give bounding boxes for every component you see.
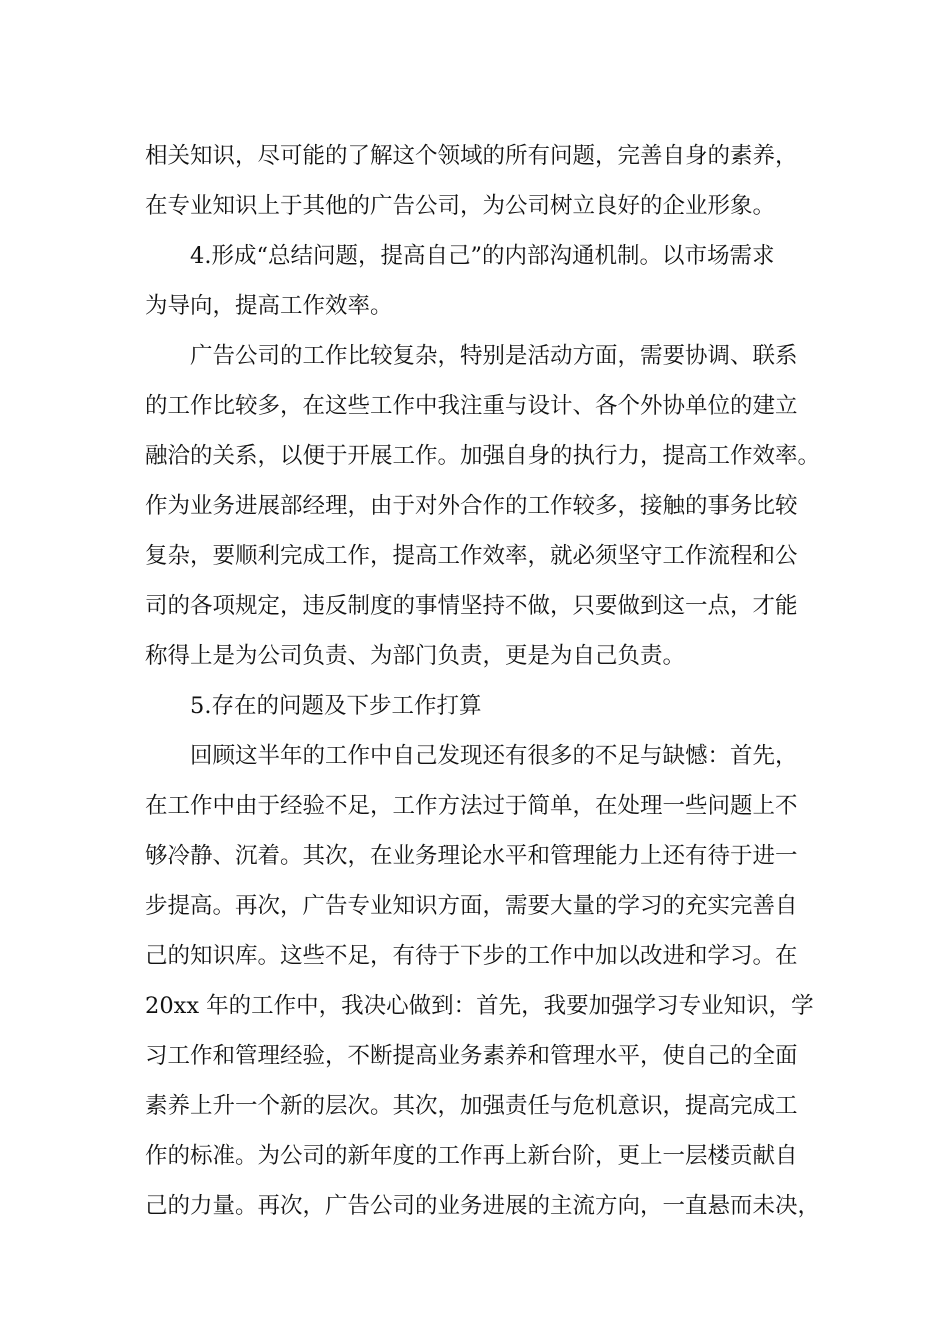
document-body — [145, 131, 825, 1231]
text-line-13: 回顾这半年的工作中自己发现还有很多的不足与缺憾：首先， — [190, 743, 798, 769]
text-line-21: 作的标准。为公司的新年度的工作再上新台阶，更上一层楼贡献自 — [145, 1143, 798, 1169]
text-line-20: 素养上升一个新的层次。其次，加强责任与危机意识，提高完成工 — [145, 1093, 798, 1119]
text-line-15: 够冷静、沉着。其次，在业务理论水平和管理能力上还有待于进一 — [145, 843, 798, 869]
text-line-12: 5.存在的问题及下步工作打算 — [190, 693, 482, 719]
text-line-16: 步提高。再次，广告专业知识方面，需要大量的学习的充实完善自 — [145, 893, 798, 919]
text-line-17: 己的知识库。这些不足，有待于下步的工作中加以改进和学习。在 — [145, 943, 798, 969]
text-line-6: 的工作比较多，在这些工作中我注重与设计、各个外协单位的建立 — [145, 393, 798, 419]
text-line-1: 相关知识，尽可能的了解这个领域的所有问题，完善自身的素养， — [145, 143, 798, 169]
text-line-10: 司的各项规定，违反制度的事情坚持不做，只要做到这一点，才能 — [145, 593, 798, 619]
text-line-2: 在专业知识上于其他的广告公司，为公司树立良好的企业形象。 — [145, 193, 776, 219]
text-line-7: 融洽的关系，以便于开展工作。加强自身的执行力，提高工作效率。 — [145, 443, 821, 469]
text-line-4: 为导向，提高工作效率。 — [145, 293, 393, 319]
text-line-19: 习工作和管理经验，不断提高业务素养和管理水平，使自己的全面 — [145, 1043, 798, 1069]
text-line-5: 广告公司的工作比较复杂，特别是活动方面，需要协调、联系 — [190, 343, 798, 369]
text-line-8: 作为业务进展部经理，由于对外合作的工作较多，接触的事务比较 — [145, 493, 798, 519]
text-line-11: 称得上是为公司负责、为部门负责，更是为自己负责。 — [145, 643, 686, 669]
text-line-3: 4.形成“总结问题，提高自己”的内部沟通机制。以市场需求 — [190, 243, 775, 269]
text-line-18: 20xx 年的工作中，我决心做到：首先，我要加强学习专业知识，学 — [145, 993, 814, 1019]
text-line-9: 复杂，要顺利完成工作，提高工作效率，就必须坚守工作流程和公 — [145, 543, 798, 569]
text-line-22: 己的力量。再次，广告公司的业务进展的主流方向，一直悬而未决， — [145, 1193, 821, 1219]
text-line-14: 在工作中由于经验不足，工作方法过于简单，在处理一些问题上不 — [145, 793, 798, 819]
